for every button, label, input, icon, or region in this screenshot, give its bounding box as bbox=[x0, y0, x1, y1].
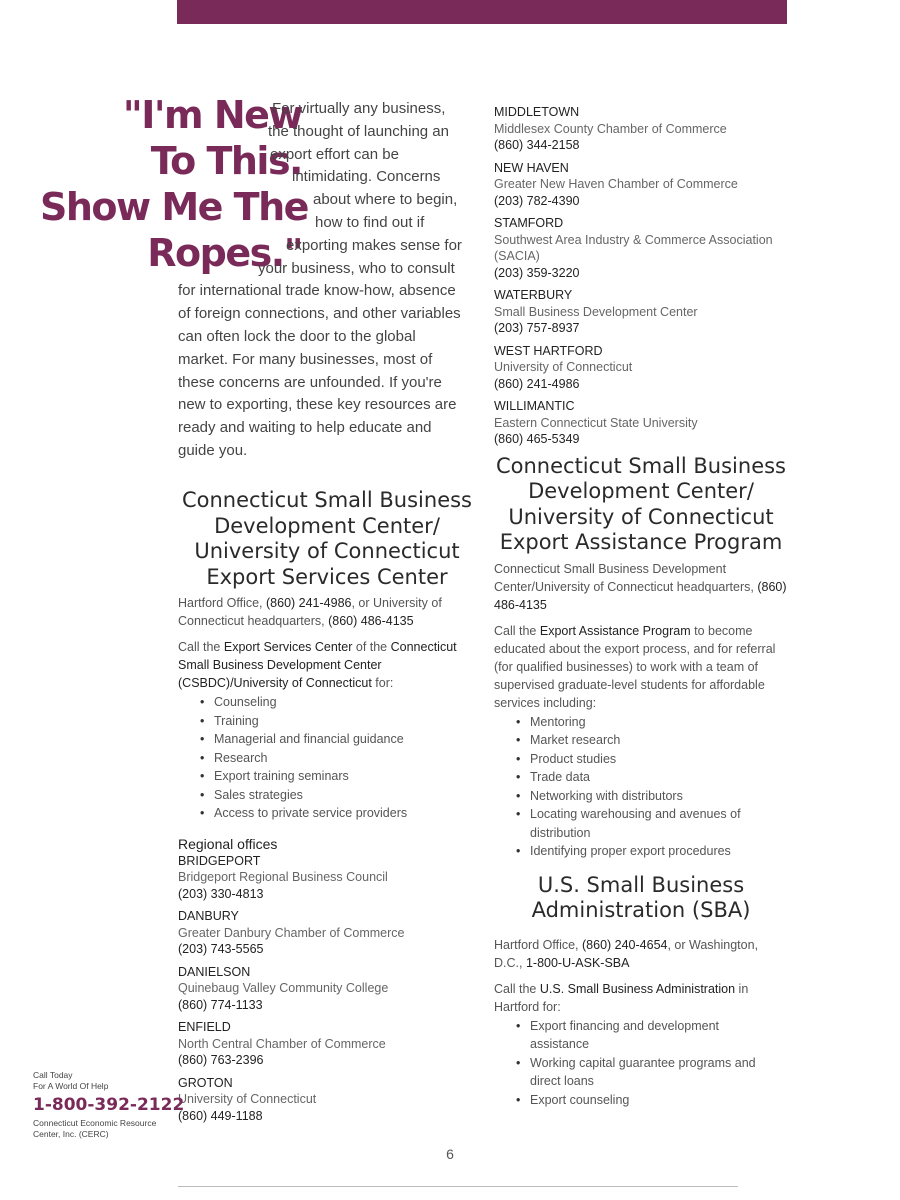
headline-line: To This. bbox=[150, 139, 302, 183]
list-item: • Counseling bbox=[200, 693, 476, 712]
office-entry bbox=[178, 908, 476, 958]
office-city: NEW HAVEN bbox=[494, 160, 569, 175]
call-label: Call the bbox=[494, 623, 540, 638]
office-phone: (860) 449-1188 bbox=[178, 1108, 263, 1123]
headline-line: Show Me The bbox=[40, 185, 308, 229]
title-line: University of Connecticut bbox=[194, 539, 460, 563]
office-phone: (860) 344-2158 bbox=[494, 138, 580, 152]
office-city: MIDDLETOWN bbox=[494, 105, 580, 119]
list-item: • Access to private service providers bbox=[200, 804, 476, 823]
title-line: Export Assistance Program bbox=[499, 530, 783, 554]
call-text bbox=[178, 638, 476, 692]
list-item: • Export training seminars bbox=[200, 767, 476, 786]
office-list-continued bbox=[494, 104, 788, 448]
section-title bbox=[178, 488, 476, 590]
call-label: to become educated about the export process, and for referral (for qualified businesses) to work with a team of supervised graduate-level students for affordable services including: bbox=[494, 623, 776, 710]
list-item: • Product studies bbox=[516, 750, 766, 769]
office-org: Greater Danbury Chamber of Commerce bbox=[178, 925, 405, 940]
office-entry bbox=[494, 104, 788, 154]
intro-line: the thought of launching an bbox=[268, 122, 449, 140]
office-city: DANBURY bbox=[178, 909, 239, 923]
regional-offices-title: Regional offices bbox=[178, 835, 278, 852]
callout-line: For A World Of Help bbox=[33, 1080, 109, 1091]
section-title bbox=[494, 454, 788, 556]
intro-line: intimidating. Concerns bbox=[292, 168, 441, 186]
phone-number: (860) 241-4986 bbox=[266, 596, 352, 610]
office-org: University of Connecticut bbox=[494, 360, 633, 374]
list-item: • Managerial and financial guidance bbox=[200, 730, 476, 749]
list-item: • Working capital guarantee programs and direct loans bbox=[516, 1054, 781, 1091]
contact-label: Hartford Office, bbox=[178, 596, 266, 610]
office-org: Small Business Development Center bbox=[494, 304, 698, 319]
title-line: Connecticut Small Business bbox=[181, 488, 473, 512]
callout-phone-number: 1-800-392-2122 bbox=[33, 1095, 185, 1115]
contact-text bbox=[178, 594, 476, 630]
call-text bbox=[494, 622, 788, 712]
contact-label: , or Washington, D.C., bbox=[494, 937, 759, 970]
list-item: • Mentoring bbox=[516, 713, 766, 732]
office-org: Quinebaug Valley Community College bbox=[178, 981, 389, 995]
list-item: • Export financing and development assistance bbox=[516, 1017, 781, 1054]
call-label: Call the bbox=[178, 640, 224, 654]
title-line: Administration (SBA) bbox=[531, 898, 751, 922]
office-phone: (203) 330-4813 bbox=[178, 886, 264, 901]
intro-line: market. For many businesses, most of bbox=[178, 350, 433, 368]
office-phone: (203) 782-4390 bbox=[494, 193, 580, 208]
office-city: ENFIELD bbox=[178, 1020, 231, 1034]
list-item: • Identifying proper export procedures bbox=[516, 842, 766, 861]
office-entry bbox=[494, 215, 788, 281]
headline-line: Ropes." bbox=[147, 231, 302, 275]
services-list bbox=[516, 1017, 781, 1110]
intro-line: of foreign connections, and other variables bbox=[178, 305, 461, 323]
list-item: • Export counseling bbox=[516, 1091, 781, 1110]
phone-number: (860) 486-4135 bbox=[494, 579, 787, 612]
office-phone: (860) 774-1133 bbox=[178, 997, 263, 1012]
title-line: Development Center/ bbox=[528, 479, 754, 503]
call-label: Call the bbox=[494, 981, 540, 996]
page-number: 6 bbox=[446, 1146, 454, 1162]
office-entry bbox=[494, 343, 788, 393]
office-entry bbox=[178, 853, 476, 903]
office-city: STAMFORD bbox=[494, 216, 564, 230]
call-today-callout bbox=[33, 1070, 185, 1139]
office-entry bbox=[494, 398, 788, 448]
office-city: WILLIMANTIC bbox=[494, 399, 575, 413]
office-phone: (203) 757-8937 bbox=[494, 321, 580, 335]
bottom-rule bbox=[178, 1186, 738, 1187]
intro-line: can often lock the door to the global bbox=[178, 327, 416, 345]
intro-line: exporting makes sense for bbox=[286, 236, 462, 254]
headline-line: "I'm New bbox=[122, 93, 302, 137]
program-name: Export Assistance Program bbox=[539, 623, 691, 638]
office-org: Southwest Area Industry & Commerce Association (SACIA) bbox=[494, 232, 773, 263]
office-phone: (860) 763-2396 bbox=[178, 1053, 264, 1067]
contact-text bbox=[494, 560, 788, 614]
office-org: North Central Chamber of Commerce bbox=[178, 1036, 386, 1051]
office-org: University of Connecticut bbox=[178, 1092, 317, 1106]
call-label: for: bbox=[371, 676, 394, 690]
intro-line: export effort can be bbox=[270, 145, 399, 163]
phone-number: 1-800-U-ASK-SBA bbox=[525, 955, 630, 970]
phone-number: (860) 486-4135 bbox=[328, 614, 414, 628]
call-label: of the bbox=[352, 640, 391, 654]
intro-line: guide you. bbox=[178, 441, 248, 459]
office-org: Middlesex County Chamber of Commerce bbox=[494, 121, 727, 136]
title-line: Export Services Center bbox=[206, 564, 448, 589]
title-line: U.S. Small Business bbox=[537, 872, 745, 897]
office-city: DANIELSON bbox=[178, 964, 251, 979]
office-phone: (203) 743-5565 bbox=[178, 942, 264, 956]
contact-label: Hartford Office, bbox=[494, 937, 582, 952]
intro-line: new to exporting, these key resources are bbox=[178, 396, 457, 414]
top-color-bar bbox=[177, 0, 787, 24]
list-item: • Sales strategies bbox=[200, 786, 476, 805]
office-city: WEST HARTFORD bbox=[494, 343, 603, 358]
office-entry bbox=[178, 1075, 476, 1125]
callout-org: Connecticut Economic Resource Center, Inc. (CERC) bbox=[33, 1118, 157, 1139]
program-name: Export Services Center bbox=[223, 640, 353, 654]
office-org: Eastern Connecticut State University bbox=[494, 415, 698, 430]
list-item: • Networking with distributors bbox=[516, 787, 766, 806]
eap-section bbox=[494, 454, 788, 861]
list-item: • Market research bbox=[516, 731, 766, 750]
title-line: Connecticut Small Business bbox=[495, 453, 787, 478]
intro-paragraph bbox=[178, 98, 478, 463]
call-label: in Hartford for: bbox=[494, 981, 749, 1014]
contact-label: , or University of Connecticut headquarters, bbox=[178, 596, 442, 628]
program-name: U.S. Small Business Administration bbox=[539, 981, 736, 996]
intro-line: For virtually any business, bbox=[272, 100, 446, 117]
office-city: WATERBURY bbox=[494, 288, 573, 302]
callout-line: Call Today bbox=[33, 1070, 73, 1080]
office-entry bbox=[178, 964, 476, 1014]
title-line: Development Center/ bbox=[214, 513, 440, 538]
services-list bbox=[516, 713, 766, 861]
csbdc-section bbox=[178, 488, 476, 1130]
intro-line: about where to begin, bbox=[313, 191, 458, 209]
office-city: GROTON bbox=[178, 1075, 233, 1090]
section-title bbox=[494, 873, 788, 924]
intro-line: for international trade know-how, absence bbox=[178, 282, 456, 300]
intro-line: these concerns are unfounded. If you're bbox=[178, 373, 442, 391]
list-item: • Training bbox=[200, 712, 476, 731]
list-item: • Locating warehousing and avenues of distribution bbox=[516, 805, 766, 842]
office-entry bbox=[494, 287, 788, 337]
office-org: Greater New Haven Chamber of Commerce bbox=[494, 177, 738, 191]
intro-line: how to find out if bbox=[315, 213, 425, 231]
title-line: University of Connecticut bbox=[508, 504, 774, 529]
contact-label: Connecticut Small Business Development Center/University of Connecticut headquarters, bbox=[494, 561, 758, 594]
office-phone: (203) 359-3220 bbox=[494, 265, 580, 280]
list-item: • Research bbox=[200, 749, 476, 768]
office-org: Bridgeport Regional Business Council bbox=[178, 870, 388, 884]
phone-number: (860) 240-4654 bbox=[582, 937, 668, 952]
call-text bbox=[494, 980, 788, 1016]
office-phone: (860) 241-4986 bbox=[494, 376, 580, 391]
office-city: BRIDGEPORT bbox=[178, 853, 261, 868]
sba-section bbox=[494, 873, 788, 1110]
intro-line: ready and waiting to help educate and bbox=[178, 419, 432, 437]
office-phone: (860) 465-5349 bbox=[494, 432, 580, 446]
contact-text bbox=[494, 936, 788, 972]
office-entry bbox=[494, 160, 788, 210]
office-entry bbox=[178, 1019, 476, 1069]
program-name: Connecticut Small Business Development Center (CSBDC)/University of Connecticut bbox=[178, 640, 457, 690]
list-item: • Trade data bbox=[516, 768, 766, 787]
services-list bbox=[200, 693, 476, 823]
intro-line: your business, who to consult bbox=[258, 259, 455, 277]
office-list bbox=[178, 853, 476, 1125]
right-column bbox=[494, 104, 788, 1109]
